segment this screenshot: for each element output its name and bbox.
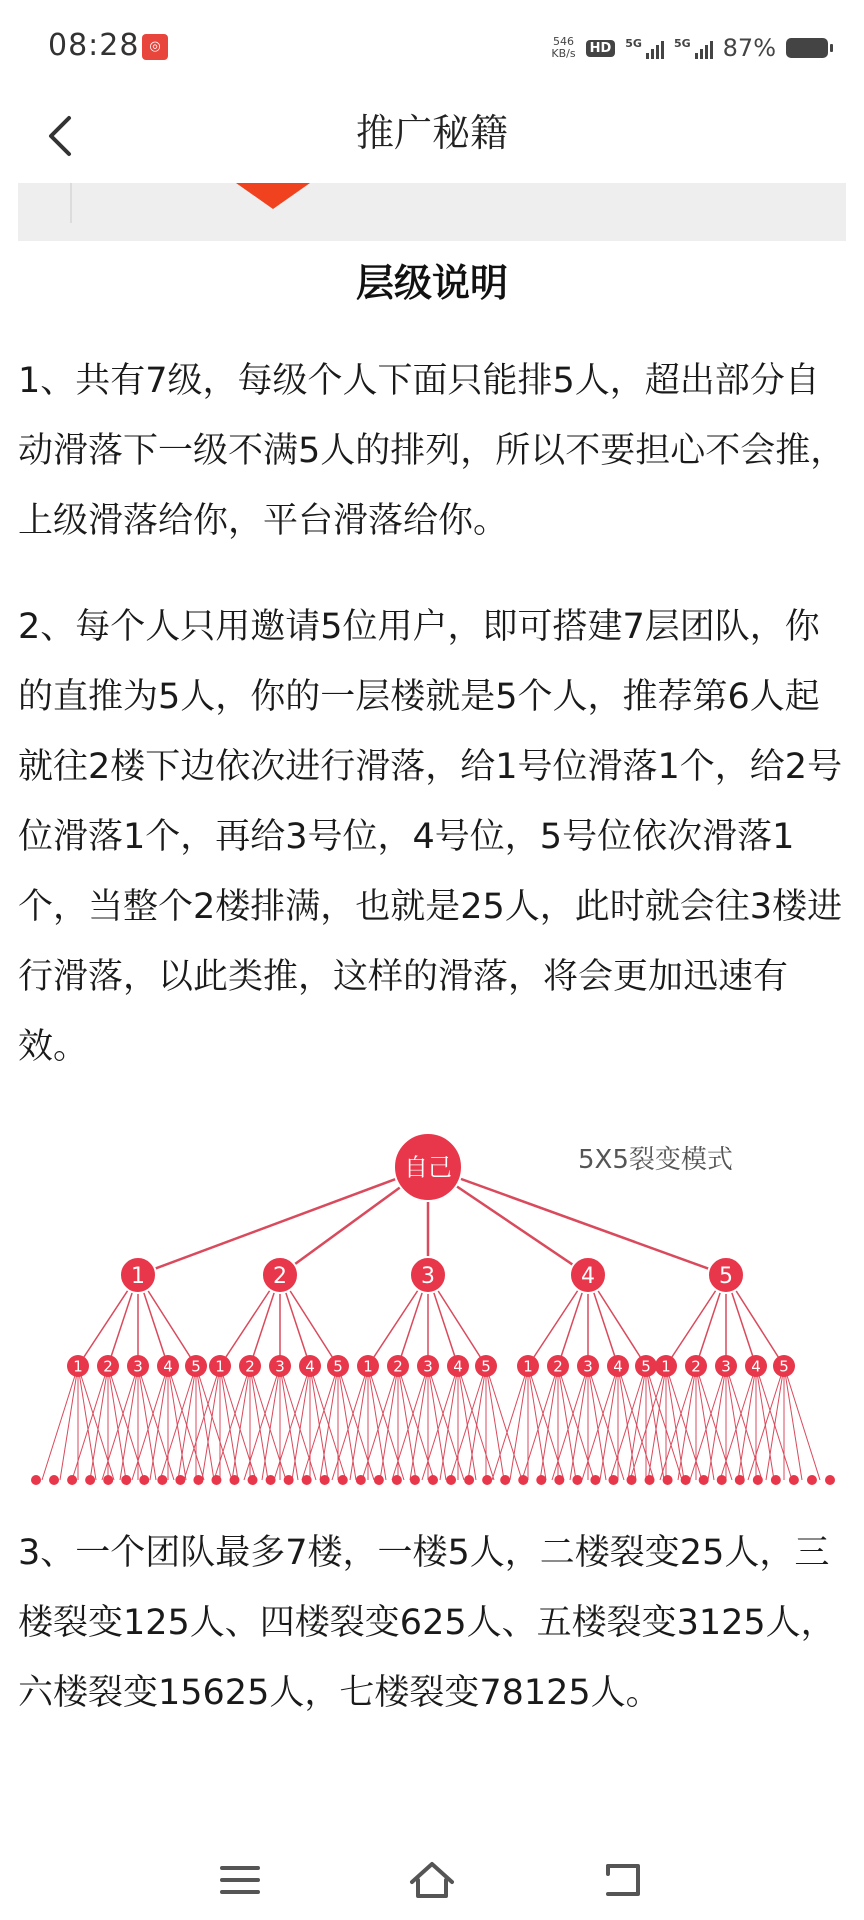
level1-node-5 (708, 1257, 744, 1293)
l2-link-12-3 (428, 1366, 446, 1480)
signal-strength-icon: 5G (625, 37, 664, 59)
app-notification-icon: ◎ (142, 34, 168, 60)
l2-link-5-4 (220, 1366, 256, 1480)
level2-node-2-label: 3 (133, 1357, 143, 1376)
l2-link-9-1 (320, 1366, 338, 1480)
level3-dot-7 (157, 1475, 167, 1485)
level3-dot-1 (49, 1475, 59, 1485)
level3-dot-43 (807, 1475, 817, 1485)
level3-dot-42 (789, 1475, 799, 1485)
level2-node-10 (357, 1355, 379, 1377)
level3-dot-8 (175, 1475, 185, 1485)
l2-link-1-1 (90, 1366, 108, 1480)
l2-link-24-1 (766, 1366, 784, 1480)
diagram-caption: 5X5裂变模式 (578, 1145, 733, 1175)
level3-dot-35 (663, 1475, 673, 1485)
l2-link-24-4 (784, 1366, 820, 1480)
level2-node-24 (773, 1355, 795, 1377)
l2-link-16-3 (558, 1366, 576, 1480)
l2-link-20-4 (666, 1366, 702, 1480)
level1-node-2 (262, 1257, 298, 1293)
l2-link-0-1 (60, 1366, 78, 1480)
level2-node-17 (577, 1355, 599, 1377)
level2-node-15-label: 1 (523, 1357, 533, 1376)
l2-link-7-1 (262, 1366, 280, 1480)
level3-dot-17 (338, 1475, 348, 1485)
l2-link-15-3 (528, 1366, 546, 1480)
level2-node-12 (417, 1355, 439, 1377)
level2-node-3 (157, 1355, 179, 1377)
level2-node-0-label: 1 (73, 1357, 83, 1376)
level2-node-21-label: 2 (691, 1357, 701, 1376)
level2-node-8 (299, 1355, 321, 1377)
back-arrow-icon (602, 1860, 646, 1900)
paragraph-1: 1、共有7级，每级个人下面只能排5人，超出部分自动滑落下一级不满5人的排列，所以不要担心不会推，上级滑落给你，平台滑落给你。 (18, 361, 846, 541)
level2-node-5-label: 1 (215, 1357, 225, 1376)
l2-link-14-4 (486, 1366, 522, 1480)
level3-dot-10 (211, 1475, 221, 1485)
level2-node-8-label: 4 (305, 1357, 315, 1376)
level2-node-20 (655, 1355, 677, 1377)
fission-tree-diagram (0, 1110, 864, 1510)
level3-dot-19 (374, 1475, 384, 1485)
l2-link-8-3 (310, 1366, 328, 1480)
level2-node-24-label: 5 (779, 1357, 789, 1376)
l2-link-7-4 (280, 1366, 316, 1480)
l2-link-19-1 (628, 1366, 646, 1480)
l2-link-17-0 (552, 1366, 588, 1480)
l2-link-17-4 (588, 1366, 624, 1480)
level2-node-12-label: 3 (423, 1357, 433, 1376)
level3-dot-22 (428, 1475, 438, 1485)
l2-link-2-4 (138, 1366, 174, 1480)
l2-link-6-1 (232, 1366, 250, 1480)
level3-dot-40 (753, 1475, 763, 1485)
level2-node-19-label: 5 (641, 1357, 651, 1376)
level2-node-22-label: 3 (721, 1357, 731, 1376)
level3-dot-21 (410, 1475, 420, 1485)
level2-node-7-label: 3 (275, 1357, 285, 1376)
level2-node-0 (67, 1355, 89, 1377)
level2-node-20-label: 1 (661, 1357, 671, 1376)
level3-dot-34 (645, 1475, 655, 1485)
status-bar (0, 0, 864, 96)
level3-dot-2 (67, 1475, 77, 1485)
system-navigation-bar (0, 1840, 864, 1920)
l2-link-11-0 (362, 1366, 398, 1480)
l2-link-21-3 (696, 1366, 714, 1480)
l2-link-8-0 (274, 1366, 310, 1480)
level2-node-17-label: 3 (583, 1357, 593, 1376)
l2-link-20-1 (648, 1366, 666, 1480)
level2-node-10-label: 1 (363, 1357, 373, 1376)
l2-link-21-4 (696, 1366, 732, 1480)
l2-link-19-4 (646, 1366, 682, 1480)
l2-link-11-4 (398, 1366, 434, 1480)
status-indicators (551, 30, 828, 66)
level3-dot-0 (31, 1475, 41, 1485)
level2-node-14-label: 5 (481, 1357, 491, 1376)
l2-link-23-3 (756, 1366, 774, 1480)
level2-node-6-label: 2 (245, 1357, 255, 1376)
level3-dot-37 (699, 1475, 709, 1485)
level1-node-3-label: 3 (421, 1263, 435, 1289)
battery-percentage: 87% (722, 34, 776, 62)
l2-link-13-0 (422, 1366, 458, 1480)
l2-link-15-4 (528, 1366, 564, 1480)
level3-dot-13 (266, 1475, 276, 1485)
l2-link-23-0 (720, 1366, 756, 1480)
l2-link-1-4 (108, 1366, 144, 1480)
level3-dot-31 (590, 1475, 600, 1485)
l2-link-20-0 (630, 1366, 666, 1480)
l2-link-0-3 (78, 1366, 96, 1480)
root-node (394, 1133, 462, 1201)
back-nav-button[interactable] (594, 1850, 654, 1910)
level2-node-13 (447, 1355, 469, 1377)
root-node-label: 自己 (404, 1153, 452, 1182)
level3-dot-16 (320, 1475, 330, 1485)
l2-link-20-3 (666, 1366, 684, 1480)
hd-voice-icon: HD (586, 40, 616, 57)
level2-node-23-label: 4 (751, 1357, 761, 1376)
l2-link-6-4 (250, 1366, 286, 1480)
level2-node-9-label: 5 (333, 1357, 343, 1376)
battery-icon (786, 38, 828, 58)
level3-dot-26 (500, 1475, 510, 1485)
menu-icon (220, 1864, 260, 1896)
level2-node-6 (239, 1355, 261, 1377)
level3-dot-18 (356, 1475, 366, 1485)
l2-link-5-0 (184, 1366, 220, 1480)
level2-node-4-label: 5 (191, 1357, 201, 1376)
l2-link-3-3 (168, 1366, 186, 1480)
level3-dot-44 (825, 1475, 835, 1485)
l2-link-22-3 (726, 1366, 744, 1480)
level3-dot-23 (446, 1475, 456, 1485)
level3-dot-9 (193, 1475, 203, 1485)
l2-link-10-3 (368, 1366, 386, 1480)
section-title: 层级说明 (355, 261, 508, 305)
l2-link-15-1 (510, 1366, 528, 1480)
l2-link-3-0 (132, 1366, 168, 1480)
l2-link-16-4 (558, 1366, 594, 1480)
l2-link-10-0 (332, 1366, 368, 1480)
signal-strength-icon-2: 5G (674, 37, 713, 59)
paragraph-2: 2、每个人只用邀请5位用户，即可搭建7层团队，你的直推为5人，你的一层楼就是5个人，推荐第6人起就往2楼下边依次进行滑落，给1号位滑落1个，给2号位滑落1个，再给3号位，4号位，5号位依次滑落1个，当整个2楼排满，也就是25人，此时就会往3楼进行滑落，以此类推，这样的滑落，将会更加迅速有效。 (18, 607, 843, 1067)
level1-node-5-label: 5 (719, 1263, 733, 1289)
level2-node-4 (185, 1355, 207, 1377)
l2-link-2-1 (120, 1366, 138, 1480)
l2-link-17-1 (570, 1366, 588, 1480)
l2-link-13-3 (458, 1366, 476, 1480)
level2-node-5 (209, 1355, 231, 1377)
l2-link-15-0 (492, 1366, 528, 1480)
l2-link-18-3 (618, 1366, 636, 1480)
l2-link-1-0 (72, 1366, 108, 1480)
level2-node-3-label: 4 (163, 1357, 173, 1376)
level3-dot-12 (248, 1475, 258, 1485)
l2-link-12-1 (410, 1366, 428, 1480)
level3-dot-30 (572, 1475, 582, 1485)
level2-node-7 (269, 1355, 291, 1377)
level3-dot-39 (735, 1475, 745, 1485)
level3-dot-41 (771, 1475, 781, 1485)
level3-dot-6 (139, 1475, 149, 1485)
level2-node-18 (607, 1355, 629, 1377)
paragraph-3: 3、一个团队最多7楼，一楼5人，二楼裂变25人，三楼裂变125人、四楼裂变625人、五楼裂变3125人，六楼裂变15625人，七楼裂变78125人。 (18, 1533, 836, 1713)
level3-dot-27 (518, 1475, 528, 1485)
l2-link-0-0 (42, 1366, 78, 1480)
l2-link-21-1 (678, 1366, 696, 1480)
level3-dot-29 (554, 1475, 564, 1485)
level3-dot-11 (230, 1475, 240, 1485)
down-triangle-icon (236, 183, 310, 209)
l2-link-4-1 (178, 1366, 196, 1480)
level1-node-4 (570, 1257, 606, 1293)
level3-dot-33 (627, 1475, 637, 1485)
level2-node-15 (517, 1355, 539, 1377)
l2-link-22-4 (726, 1366, 762, 1480)
home-button[interactable] (402, 1850, 462, 1910)
l2-link-6-3 (250, 1366, 268, 1480)
level2-node-1 (97, 1355, 119, 1377)
l2-link-4-4 (196, 1366, 232, 1480)
level1-node-4-label: 4 (581, 1263, 595, 1289)
level3-dot-14 (284, 1475, 294, 1485)
level1-node-3 (410, 1257, 446, 1293)
l2-link-5-3 (220, 1366, 238, 1480)
network-speed: 546 KB/s (551, 35, 576, 60)
level2-node-1-label: 2 (103, 1357, 113, 1376)
l2-link-7-3 (280, 1366, 298, 1480)
l2-link-17-3 (588, 1366, 606, 1480)
l2-link-21-0 (660, 1366, 696, 1480)
l2-link-12-4 (428, 1366, 464, 1480)
level3-dot-32 (608, 1475, 618, 1485)
l2-link-22-0 (690, 1366, 726, 1480)
l2-link-9-4 (338, 1366, 374, 1480)
l2-link-18-0 (582, 1366, 618, 1480)
level2-node-16-label: 2 (553, 1357, 563, 1376)
level3-dot-24 (464, 1475, 474, 1485)
status-time: 08:28 (48, 28, 140, 63)
level3-dot-25 (482, 1475, 492, 1485)
l2-link-10-4 (368, 1366, 404, 1480)
page-title: 推广秘籍 (355, 111, 508, 155)
level3-dot-38 (717, 1475, 727, 1485)
level2-node-22 (715, 1355, 737, 1377)
level1-node-1 (120, 1257, 156, 1293)
l2-link-2-3 (138, 1366, 156, 1480)
level2-node-21 (685, 1355, 707, 1377)
level3-dot-20 (392, 1475, 402, 1485)
l2-link-0-4 (78, 1366, 114, 1480)
level3-dot-4 (103, 1475, 113, 1485)
root-link-5 (428, 1167, 726, 1275)
level2-node-18-label: 4 (613, 1357, 623, 1376)
level2-node-13-label: 4 (453, 1357, 463, 1376)
home-icon (408, 1860, 456, 1900)
l2-link-12-0 (392, 1366, 428, 1480)
l2-link-22-1 (708, 1366, 726, 1480)
level1-node-1-label: 1 (131, 1263, 145, 1289)
banner-image-fragment (18, 183, 846, 241)
l2-link-11-3 (398, 1366, 416, 1480)
l2-link-10-1 (350, 1366, 368, 1480)
l2-link-11-1 (380, 1366, 398, 1480)
l2-link-16-0 (522, 1366, 558, 1480)
navigation-bar (0, 96, 864, 186)
l2-link-14-1 (468, 1366, 486, 1480)
level3-dot-28 (536, 1475, 546, 1485)
level2-node-14 (475, 1355, 497, 1377)
l2-link-16-1 (540, 1366, 558, 1480)
level1-node-2-label: 2 (273, 1263, 287, 1289)
l2-link-1-3 (108, 1366, 126, 1480)
level2-node-23 (745, 1355, 767, 1377)
l2-link-2-0 (102, 1366, 138, 1480)
level2-node-16 (547, 1355, 569, 1377)
level2-node-2 (127, 1355, 149, 1377)
level3-dot-3 (85, 1475, 95, 1485)
level3-dot-36 (681, 1475, 691, 1485)
level2-node-9 (327, 1355, 349, 1377)
level2-node-19 (635, 1355, 657, 1377)
level2-node-11 (387, 1355, 409, 1377)
level3-dot-5 (121, 1475, 131, 1485)
level2-node-11-label: 2 (393, 1357, 403, 1376)
level3-dot-15 (302, 1475, 312, 1485)
l2-link-7-0 (244, 1366, 280, 1480)
menu-button[interactable] (210, 1850, 270, 1910)
l2-link-6-0 (214, 1366, 250, 1480)
